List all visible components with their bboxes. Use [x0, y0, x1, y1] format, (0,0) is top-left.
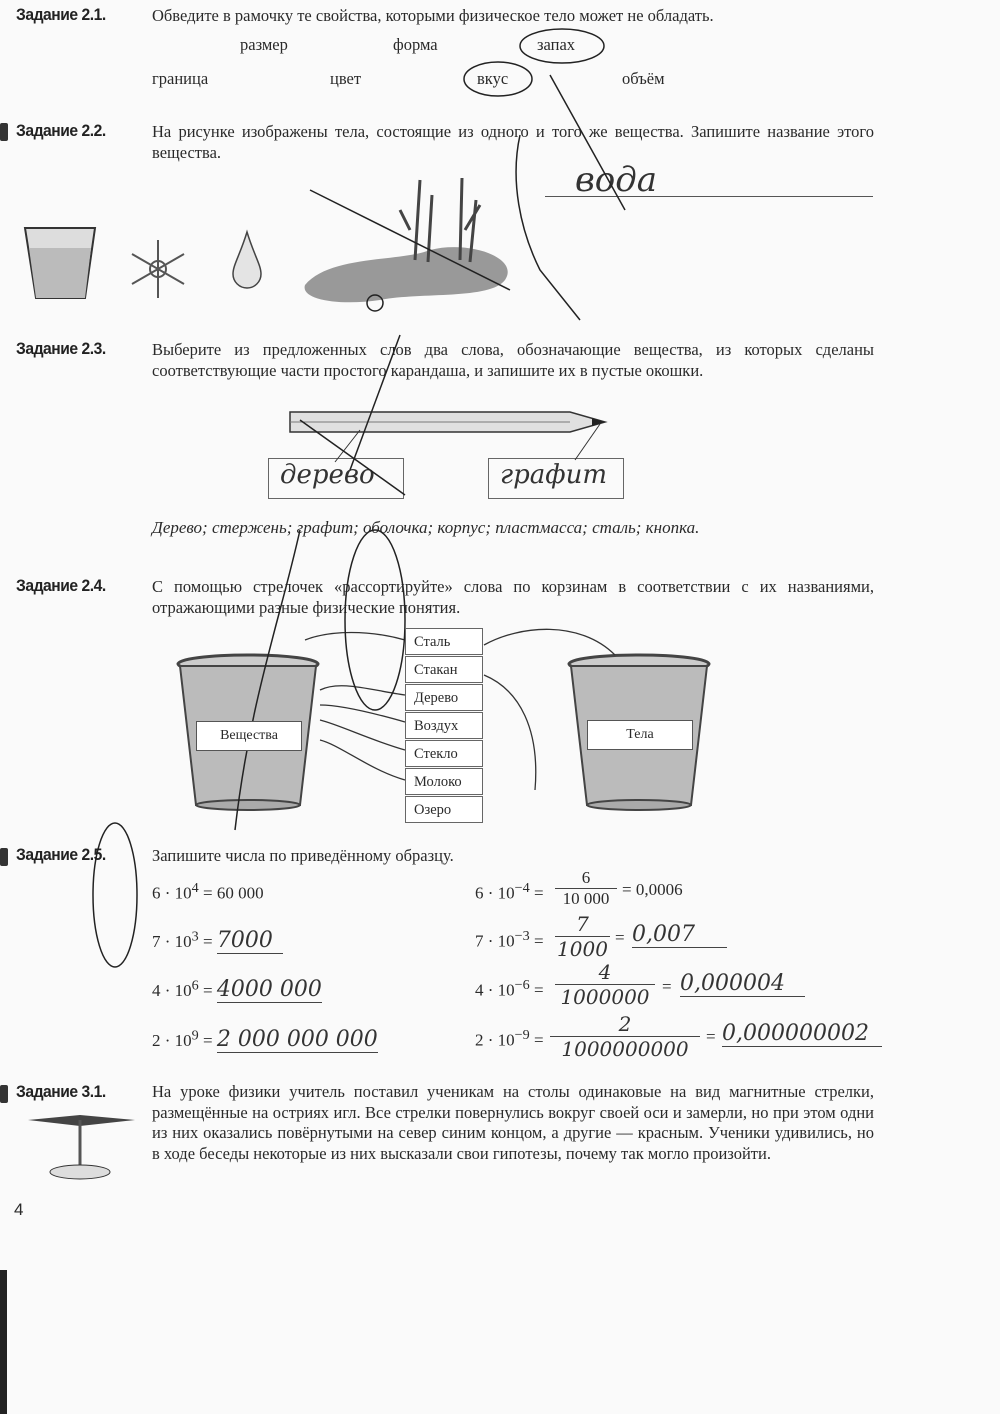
equation-left: $4 \cdot 10^6 = 4000$ 000 [152, 977, 322, 1002]
page-number: 4 [14, 1200, 24, 1219]
answer-water: вода [575, 160, 658, 200]
basket-label-substances: Вещества [196, 721, 302, 751]
glass-icon [25, 228, 95, 298]
equation-right: $4 \cdot 10^{-6}$ = [475, 977, 544, 1000]
answer-value: 0,000004 [680, 971, 805, 997]
equation-right: $7 \cdot 10^{-3}$ = [475, 928, 544, 951]
equation-left: $7 \cdot 10^3 = 7000$ [152, 928, 283, 953]
section-marker [0, 848, 8, 866]
task-2-2-text: На рисунке изображены тела, состоящие из одного и того же вещества. Запишите название этого вещества. [152, 122, 874, 162]
task-2-1-text: Обведите в рамочку те свойства, которыми физическое тело может не обладать. [152, 6, 714, 25]
fraction: $\frac{6}{10 000}$ [555, 868, 617, 909]
task-2-4-text: С помощью стрелочек «рассортируйте» слова по корзинам в соответствии с их названиями, отражающими разные физические понятия. [152, 577, 874, 617]
word-box: Сталь [405, 628, 483, 655]
task-2-4-heading: Задание 2.4. [16, 576, 106, 595]
answer-wood: дерево [280, 460, 375, 490]
word-size: размер [240, 35, 288, 54]
fraction: $\frac{2}{1000000000}$ [550, 1012, 700, 1061]
handwritten-scribbles [93, 75, 625, 967]
fraction: $\frac{7}{1000}$ [555, 912, 610, 961]
task-3-1-heading: Задание 3.1. [16, 1082, 106, 1101]
pencil-icon [290, 412, 605, 462]
water-drop-icon [233, 232, 261, 288]
word-box: Молоко [405, 768, 483, 795]
word-boundary: граница [152, 69, 209, 88]
equation-left: $2 \cdot 10^9 = 2$ 000 000 000 [152, 1027, 378, 1052]
word-box: Озеро [405, 796, 483, 823]
equation-right: $2 \cdot 10^{-9}$ = [475, 1027, 544, 1050]
task-2-5-text: Запишите числа по приведённому образцу. [152, 846, 454, 865]
word-box: Воздух [405, 712, 483, 739]
basket-label-bodies: Тела [587, 720, 693, 750]
task-2-3-options: Дерево; стержень; графит; оболочка; корпус; пластмасса; сталь; кнопка. [152, 518, 700, 537]
word-volume: объём [622, 69, 665, 88]
answer-graphite: графит [500, 460, 608, 490]
task-2-5-heading: Задание 2.5. [16, 845, 106, 864]
circle-taste [464, 62, 532, 96]
answer-value: 0,007 [632, 922, 727, 948]
section-marker [0, 1085, 8, 1103]
answer-value: 0,000000002 [722, 1021, 882, 1047]
word-taste: вкус [477, 69, 509, 88]
circle-smell [520, 29, 604, 63]
task-2-2-heading: Задание 2.2. [16, 121, 106, 140]
task-2-3-heading: Задание 2.3. [16, 339, 106, 358]
snowflake-icon [132, 240, 184, 298]
equation-left: $6 \cdot 10^4 = 60$ 000 [152, 880, 264, 903]
task-2-1-heading: Задание 2.1. [16, 5, 106, 24]
word-box: Дерево [405, 684, 483, 711]
task-3-1-text: На уроке физики учитель поставил ученикам на столы одинаковые на вид магнитные стрелки, размещённые на остриях игл. Все стрелки повернулись вокруг своей оси и замерли, но при этом одни из них оказались повёрнутыми на север синим концом, а другие — красным. Ученики удивились, но в ходе беседы некоторые из них высказали свои гипотезы, почему так могло произойти. [152, 1082, 874, 1163]
puddle-icon [305, 178, 508, 302]
word-box: Стакан [405, 656, 483, 683]
task-2-3-text: Выберите из предложенных слов два слова, обозначающие вещества, из которых сделаны соответствующие части простого карандаша, и запишите их в пустые окошки. [152, 340, 874, 380]
word-box: Стекло [405, 740, 483, 767]
magnetic-needle-icon [28, 1115, 135, 1179]
word-color: цвет [330, 69, 362, 88]
word-smell: запах [537, 35, 576, 54]
equation-right: $6 \cdot 10^{-4}$ = [475, 880, 544, 903]
fraction: $\frac{4}{1000000}$ [555, 960, 655, 1009]
equation-right-value: = 0,0006 [622, 880, 683, 899]
scan-edge [0, 1270, 7, 1414]
word-shape: форма [393, 35, 438, 54]
